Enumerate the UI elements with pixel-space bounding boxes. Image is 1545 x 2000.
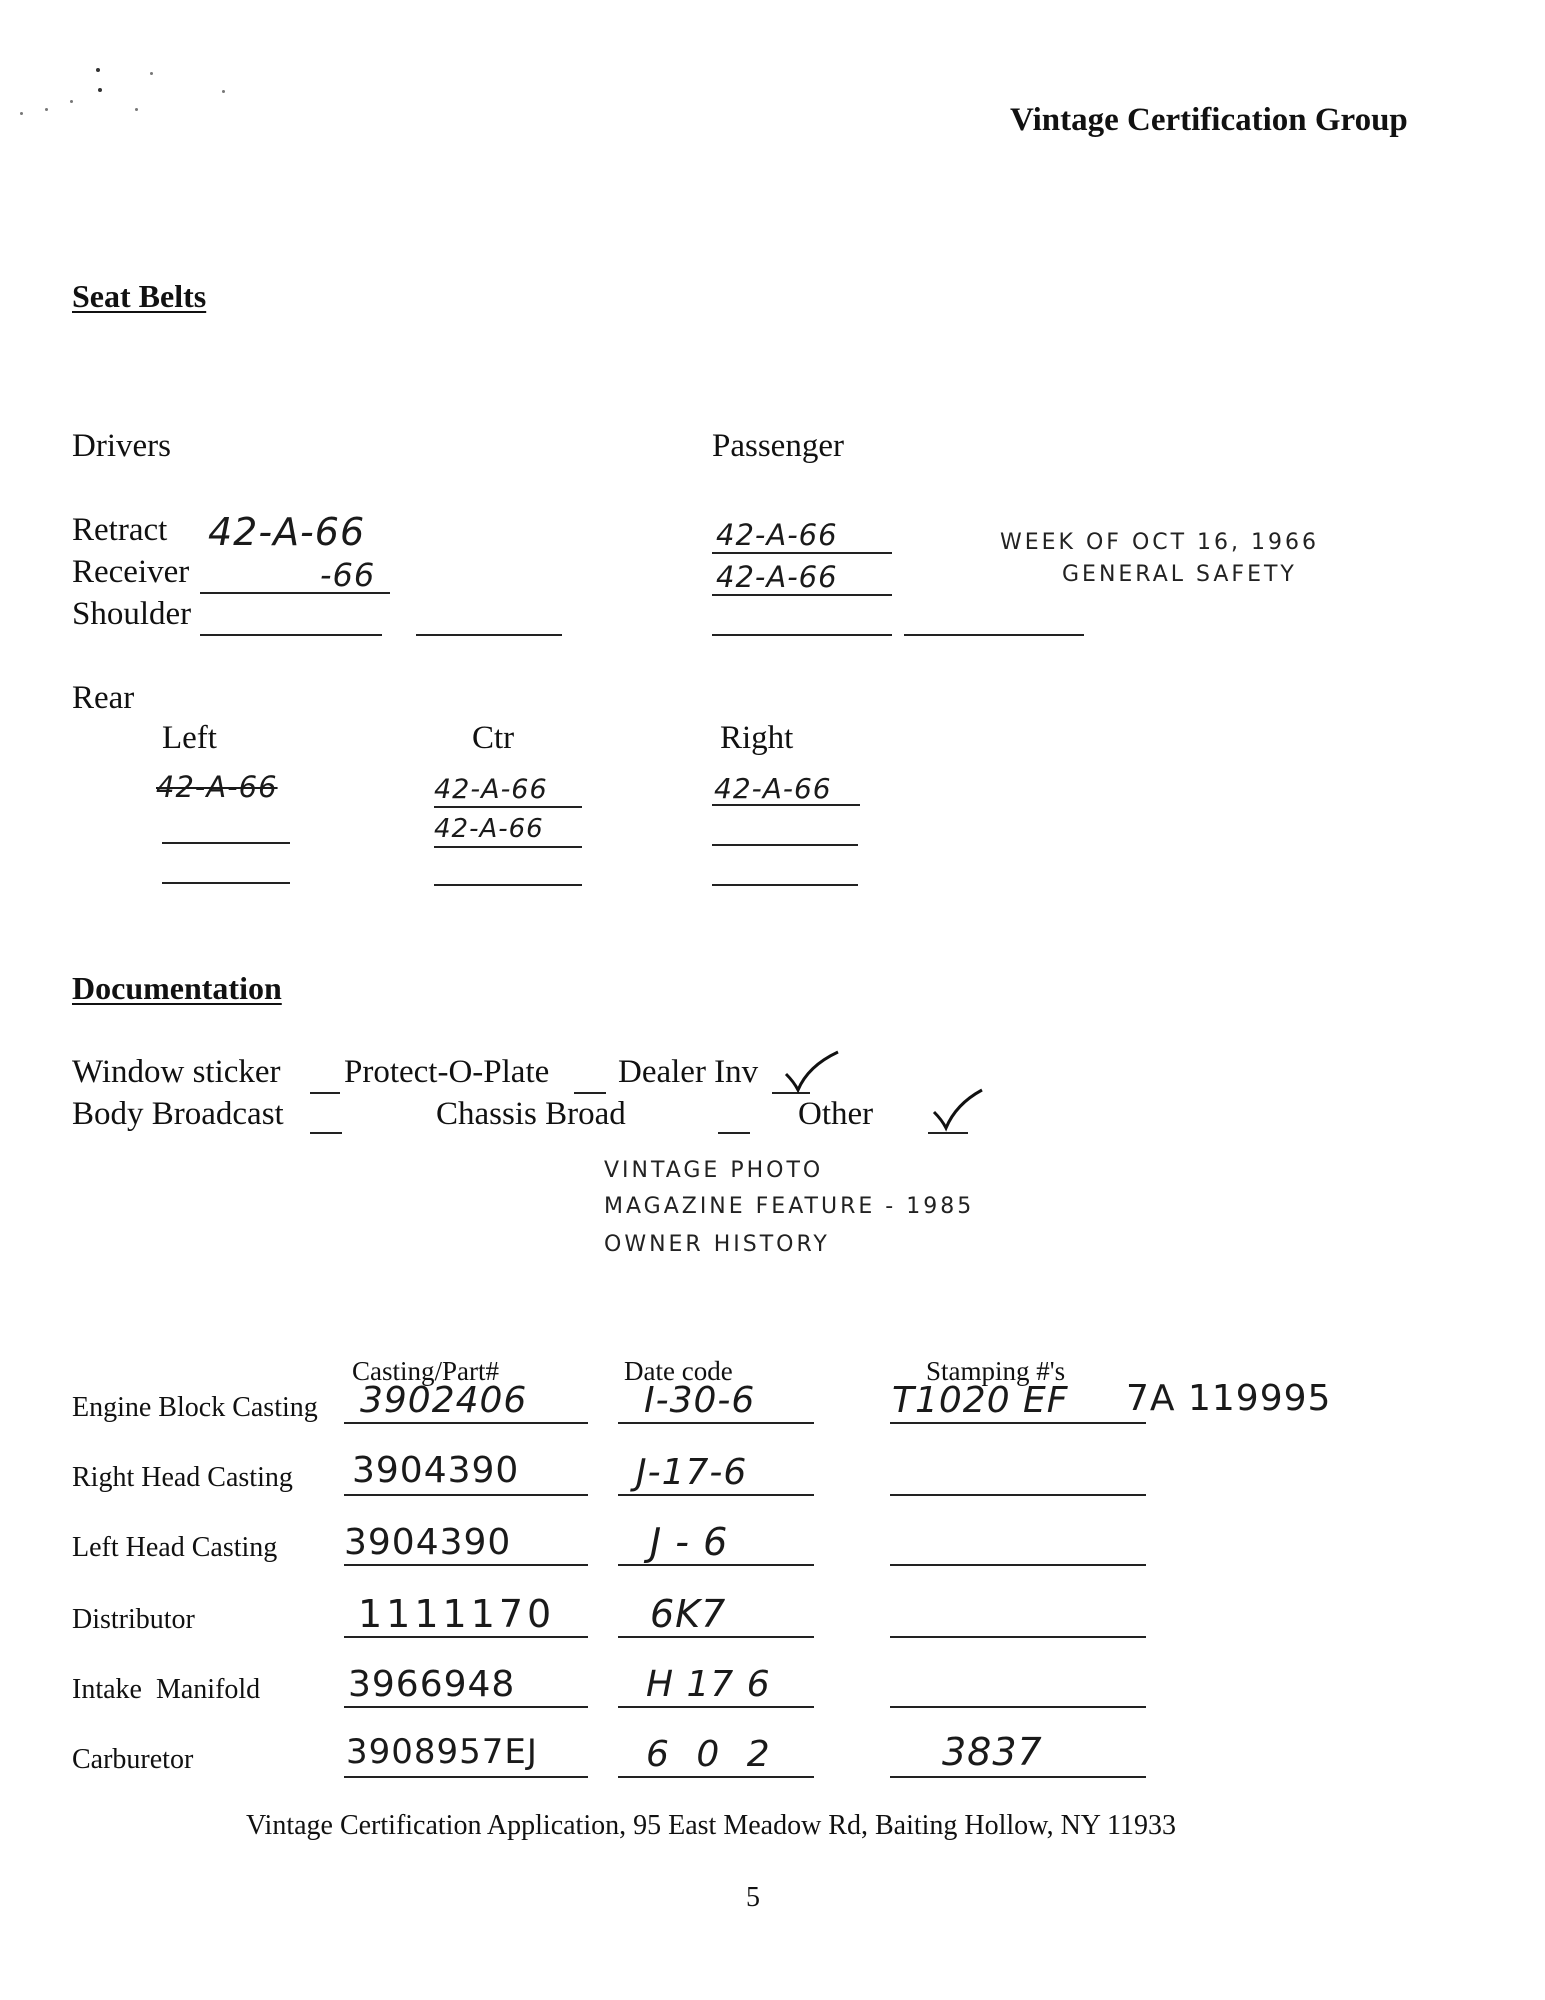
part-label: Distributor xyxy=(72,1604,195,1635)
casting-line xyxy=(344,1706,588,1708)
rear-right-line-3 xyxy=(712,884,858,886)
stamping-value: 3837 xyxy=(942,1730,1043,1774)
passenger-receiver-value: 42-A-66 xyxy=(716,560,838,594)
rear-left-line-2 xyxy=(162,842,290,844)
drivers-shoulder-line-2 xyxy=(416,634,562,636)
rear-ctr-line-3 xyxy=(434,884,582,886)
stamping-extra: 7A 119995 xyxy=(1126,1378,1332,1419)
rear-right-line-1 xyxy=(712,804,860,806)
drivers-shoulder-line xyxy=(200,634,382,636)
passenger-shoulder-line xyxy=(712,634,892,636)
drivers-receiver-line xyxy=(200,592,390,594)
protect-o-plate-label: Protect-O-Plate xyxy=(344,1054,550,1090)
rear-ctr-value-2: 42-A-66 xyxy=(434,814,544,844)
body-broadcast-label: Body Broadcast xyxy=(72,1096,284,1132)
protect-o-plate-blank xyxy=(574,1092,606,1094)
rear-right-label: Right xyxy=(720,720,794,756)
rear-ctr-line-1 xyxy=(434,806,582,808)
shoulder-label: Shoulder xyxy=(72,596,192,632)
passenger-receiver-line xyxy=(712,594,892,596)
date-value: I-30-6 xyxy=(644,1380,756,1421)
casting-line xyxy=(344,1564,588,1566)
chassis-broad-label: Chassis Broad xyxy=(436,1096,626,1132)
page-number: 5 xyxy=(746,1882,760,1913)
date-line xyxy=(618,1636,814,1638)
part-label: Intake Manifold xyxy=(72,1674,261,1705)
receiver-label: Receiver xyxy=(72,554,190,590)
casting-value: 3908957EJ xyxy=(346,1732,538,1772)
stamping-line xyxy=(890,1564,1146,1566)
stamping-line xyxy=(890,1494,1146,1496)
seat-belt-note-2: GENERAL SAFETY xyxy=(1062,562,1297,587)
col-stamping-header: Stamping #'s xyxy=(926,1356,1066,1386)
passenger-retract-value: 42-A-66 xyxy=(716,518,838,552)
col-date-header: Date code xyxy=(624,1356,733,1386)
chassis-broad-blank xyxy=(718,1132,750,1134)
other-check-icon xyxy=(930,1086,990,1136)
date-value: 6 0 2 xyxy=(646,1734,778,1775)
date-line xyxy=(618,1776,814,1778)
passenger-shoulder-line-2 xyxy=(904,634,1084,636)
stamping-line xyxy=(890,1706,1146,1708)
other-label: Other xyxy=(798,1096,874,1132)
casting-value: 3966948 xyxy=(348,1664,516,1705)
retract-label: Retract xyxy=(72,512,168,548)
passenger-retract-line xyxy=(712,552,892,554)
window-sticker-blank xyxy=(310,1092,340,1094)
date-value: J-17-6 xyxy=(636,1452,748,1493)
documentation-heading: Documentation xyxy=(72,970,282,1006)
stamping-line xyxy=(890,1776,1146,1778)
passenger-label: Passenger xyxy=(712,428,844,464)
date-value: 6K7 xyxy=(650,1592,727,1636)
casting-line xyxy=(344,1636,588,1638)
rear-ctr-line-2 xyxy=(434,846,582,848)
date-line xyxy=(618,1494,814,1496)
rear-left-line-3 xyxy=(162,882,290,884)
body-broadcast-blank xyxy=(310,1132,342,1134)
rear-ctr-label: Ctr xyxy=(472,720,515,756)
rear-left-value-1: 42-A-66 xyxy=(156,770,278,804)
casting-value: 3904390 xyxy=(344,1522,512,1563)
casting-line xyxy=(344,1494,588,1496)
rear-ctr-value-1: 42-A-66 xyxy=(434,774,548,805)
dealer-inv-label: Dealer Inv xyxy=(618,1054,759,1090)
part-label: Engine Block Casting xyxy=(72,1392,318,1423)
part-label: Left Head Casting xyxy=(72,1532,278,1563)
date-line xyxy=(618,1706,814,1708)
dealer-inv-check-icon xyxy=(782,1048,842,1098)
seat-belts-heading: Seat Belts xyxy=(72,278,207,314)
date-value: J - 6 xyxy=(650,1520,729,1564)
part-label: Right Head Casting xyxy=(72,1462,293,1493)
footer-address: Vintage Certification Application, 95 East Meadow Rd, Baiting Hollow, NY 11933 xyxy=(246,1810,1176,1841)
drivers-retract-value: 42-A-66 xyxy=(208,510,366,554)
rear-right-value-1: 42-A-66 xyxy=(714,772,832,805)
date-line xyxy=(618,1564,814,1566)
casting-line xyxy=(344,1776,588,1778)
stamping-value: T1020 EF xyxy=(892,1380,1069,1421)
casting-value: 3902406 xyxy=(360,1380,528,1421)
casting-line xyxy=(344,1422,588,1424)
col-casting-header: Casting/Part# xyxy=(352,1356,499,1386)
rear-label: Rear xyxy=(72,680,135,716)
drivers-label: Drivers xyxy=(72,428,171,464)
drivers-receiver-value: -66 xyxy=(320,556,376,594)
rear-right-line-2 xyxy=(712,844,858,846)
stamping-line xyxy=(890,1636,1146,1638)
casting-value: 1111170 xyxy=(358,1592,556,1636)
window-sticker-label: Window sticker xyxy=(72,1054,281,1090)
stamping-line xyxy=(890,1422,1146,1424)
rear-left-label: Left xyxy=(162,720,217,756)
documentation-note-1: VINTAGE PHOTO xyxy=(604,1158,824,1183)
date-line xyxy=(618,1422,814,1424)
documentation-note-2: MAGAZINE FEATURE - 1985 xyxy=(604,1194,975,1219)
casting-value: 3904390 xyxy=(352,1450,520,1491)
part-label: Carburetor xyxy=(72,1744,194,1775)
documentation-note-3: OWNER HISTORY xyxy=(604,1232,830,1257)
date-value: H 17 6 xyxy=(646,1664,771,1705)
org-name: Vintage Certification Group xyxy=(1010,102,1408,138)
seat-belt-note-1: WEEK OF OCT 16, 1966 xyxy=(1000,530,1320,555)
